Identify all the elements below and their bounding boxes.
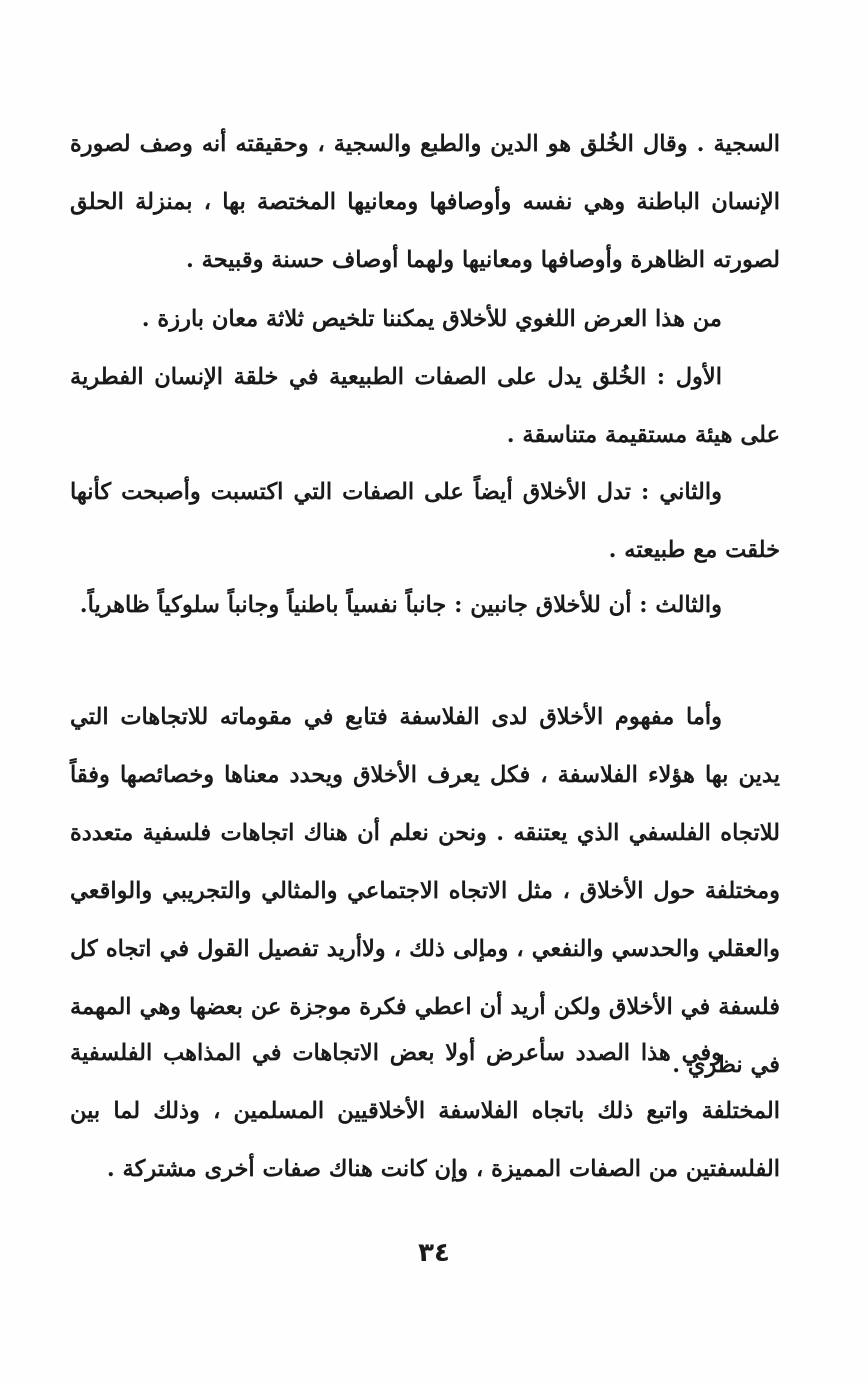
paragraph-5 (70, 576, 780, 634)
page-number: ٣٤ (418, 1238, 450, 1268)
paragraph-text: من هذا العرض اللغوي للأخلاق يمكننا تلخيص ثلاثة معان بارزة . (141, 306, 722, 332)
paragraph-text: السجية . وقال الخُلق هو الدين والطبع والسجية ، وحقيقته أنه وصف لصورة الإنسان الباطنة وهي نفسه وأوصافها ومعانيها المختصة بها ، بمنزلة الحلق لصورته الظاهرة وأوصافها ومعانيها ولهما أوصاف حسنة وقبيحة . (70, 131, 780, 273)
paragraph-text: الأول : الخُلق يدل على الصفات الطبيعية في خلقة الإنسان الفطرية على هيئة مستقيمة متناسقة . (70, 364, 780, 448)
paragraph-4 (70, 463, 780, 579)
paragraph-1 (70, 115, 780, 289)
paragraph-text: والثالث : أن للأخلاق جانبين : جانباً نفسياً باطنياً وجانباً سلوكياً ظاهرياً. (79, 592, 722, 618)
paragraph-2 (70, 290, 780, 348)
paragraph-text: وفي هذا الصدد سأعرض أولا بعض الاتجاهات في المذاهب الفلسفية المختلفة واتبع ذلك باتجاه الفلاسفة الأخلاقيين المسلمين ، وذلك لما بين الفلسفتين من الصفات المميزة ، وإن كانت هناك صفات أخرى مشتركة . (70, 1040, 780, 1182)
paragraph-7 (70, 1024, 780, 1198)
paragraph-text: والثاني : تدل الأخلاق أيضاً على الصفات التي اكتسبت وأصبحت كأنها خلقت مع طبيعته . (70, 479, 780, 563)
paragraph-3 (70, 348, 780, 464)
paragraph-text: وأما مفهوم الأخلاق لدى الفلاسفة فتابع في مقوماته للاتجاهات التي يدين بها هؤلاء الفلاسفة ، فكل يعرف الأخلاق ويحدد معناها وخصائصها وفقاً للاتجاه الفلسفي الذي يعتنقه . ونحن نعلم أن هناك اتجاهات فلسفية متعددة ومختلفة حول الأخلاق ، مثل الاتجاه الاجتماعي والمثالي والتجريبي والواقعي والعقلي والحدسي والنفعي ، ومإلى ذلك ، ولاأريد تفصيل القول في اتجاه كل فلسفة في الأخلاق ولكن أريد أن اعطي فكرة موجزة عن بعضها وهي المهمة في نظري . (70, 704, 780, 1078)
